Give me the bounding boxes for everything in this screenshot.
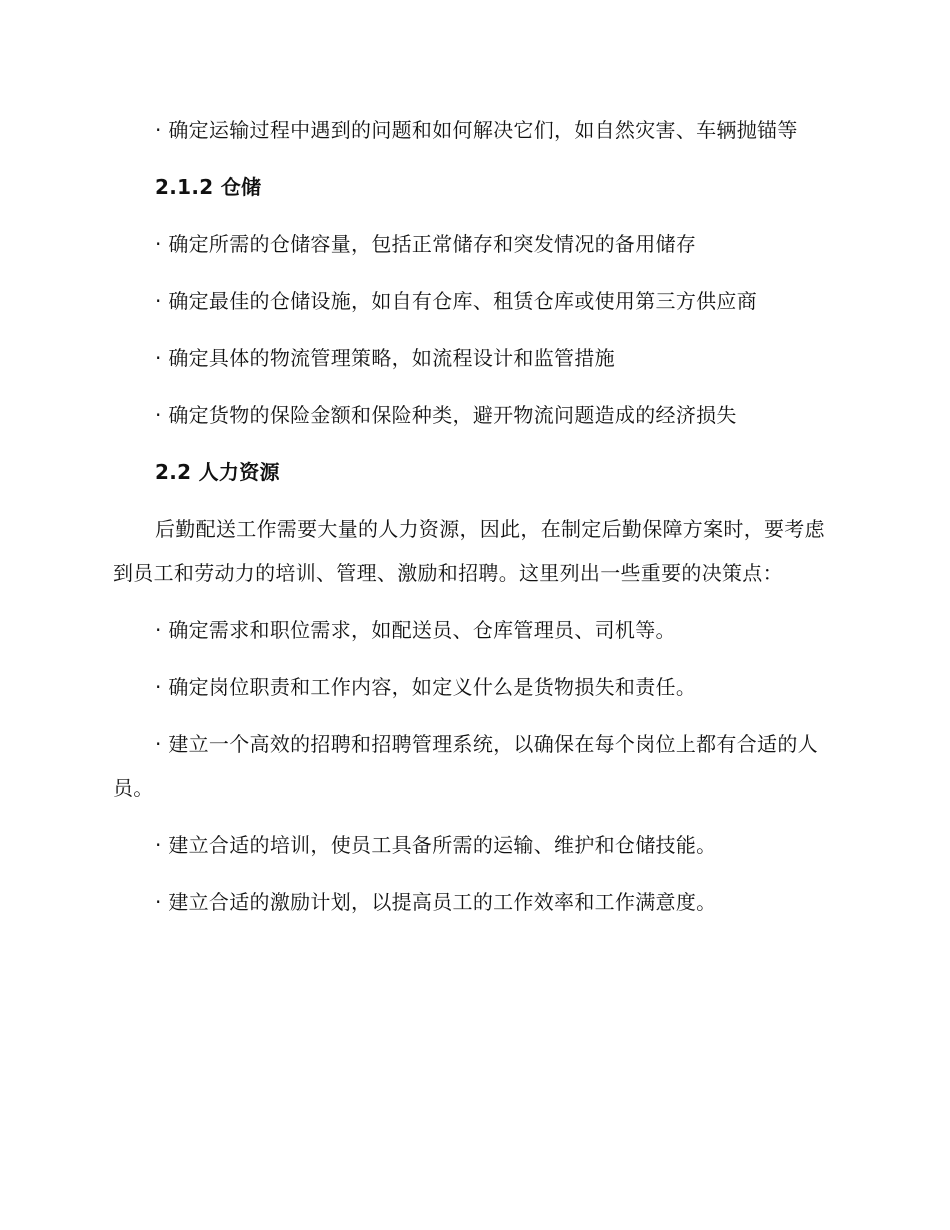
paragraph-hr-intro: 后勤配送工作需要大量的人力资源，因此，在制定后勤保障方案时，要考虑到员工和劳动力的培训、管理、激励和招聘。这里列出一些重要的决策点： — [113, 517, 825, 585]
section-heading-human-resources: 2.2 人力资源 — [155, 460, 280, 484]
bullet-insurance: · 确定货物的保险金额和保险种类，避开物流问题造成的经济损失 — [155, 403, 737, 427]
bullet-logistics-strategy: · 确定具体的物流管理策略，如流程设计和监管措施 — [155, 346, 615, 370]
bullet-job-duties: · 确定岗位职责和工作内容，如定义什么是货物损失和责任。 — [155, 675, 697, 699]
bullet-transport-issues: · 确定运输过程中遇到的问题和如何解决它们，如自然灾害、车辆抛锚等 — [155, 118, 798, 142]
bullet-incentive-plan: · 建立合适的激励计划，以提高员工的工作效率和工作满意度。 — [155, 890, 717, 914]
bullet-recruitment-system: · 建立一个高效的招聘和招聘管理系统，以确保在每个岗位上都有合适的人员。 — [113, 732, 818, 800]
section-heading-warehousing: 2.1.2 仓储 — [155, 175, 262, 199]
document-body — [113, 108, 833, 937]
bullet-training: · 建立合适的培训，使员工具备所需的运输、维护和仓储技能。 — [155, 833, 717, 857]
bullet-storage-facility: · 确定最佳的仓储设施，如自有仓库、租赁仓库或使用第三方供应商 — [155, 289, 758, 313]
bullet-storage-capacity: · 确定所需的仓储容量，包括正常储存和突发情况的备用储存 — [155, 232, 697, 256]
bullet-job-demand: · 确定需求和职位需求，如配送员、仓库管理员、司机等。 — [155, 618, 676, 642]
